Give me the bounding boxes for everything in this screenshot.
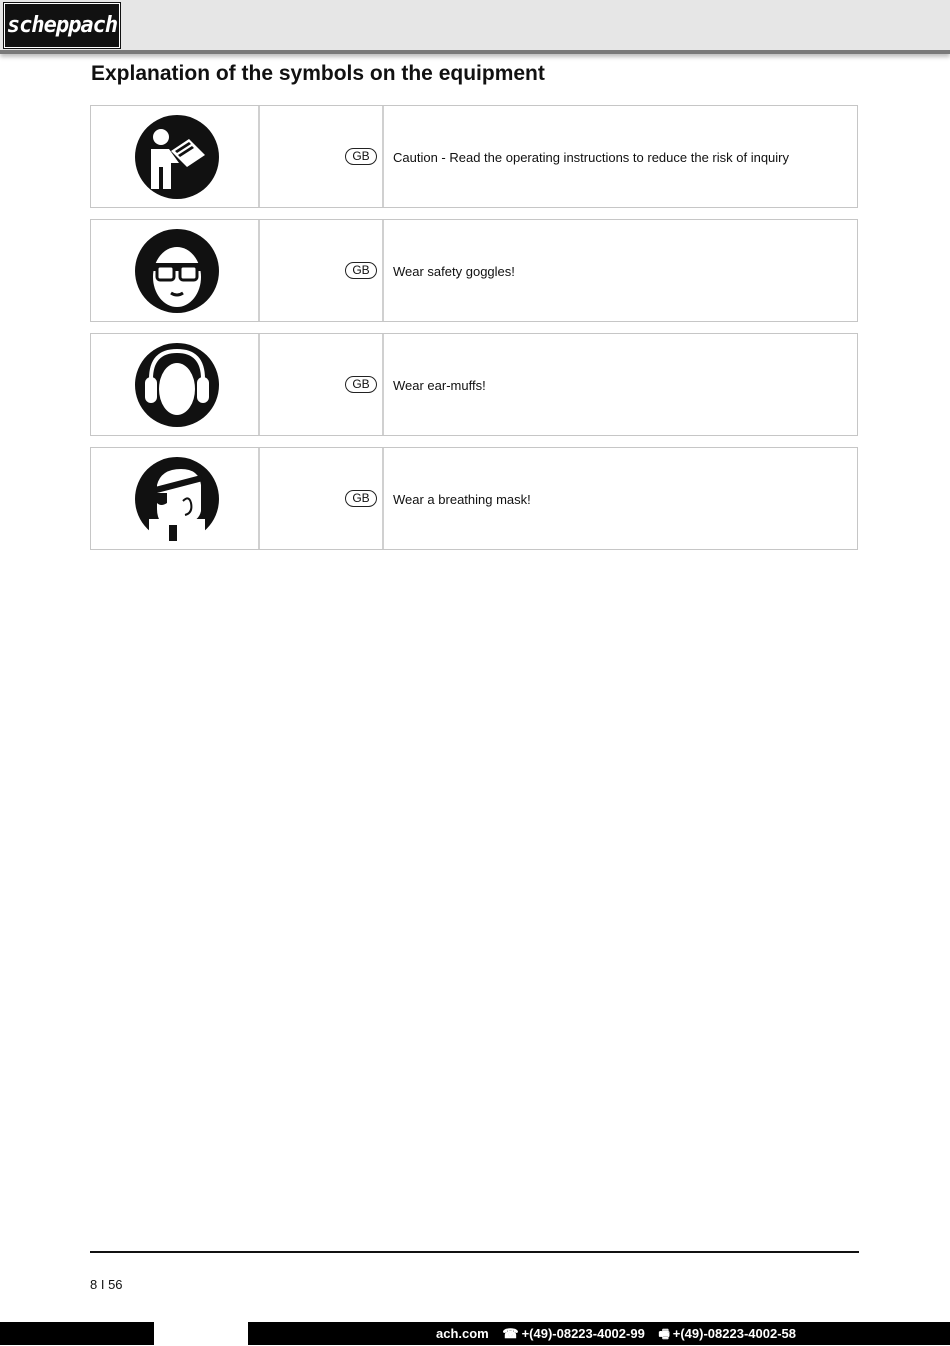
ear-muffs-icon <box>135 343 219 427</box>
page-header <box>0 0 950 54</box>
breathing-mask-icon <box>135 457 219 541</box>
fax-icon: 🖷 <box>658 1327 670 1341</box>
symbol-text-cell <box>384 448 857 549</box>
symbol-description: Wear ear-muffs! <box>393 378 486 393</box>
website-link[interactable]: ach.com <box>436 1326 489 1341</box>
contact-info <box>436 1325 806 1346</box>
symbol-row <box>90 105 858 208</box>
page-number: 8 I 56 <box>90 1277 123 1292</box>
symbol-row <box>90 333 858 436</box>
language-badge: GB <box>345 148 377 165</box>
read-manual-icon <box>135 115 219 199</box>
symbol-icon-cell <box>91 220 260 321</box>
symbol-row <box>90 447 858 550</box>
safety-goggles-icon <box>135 229 219 313</box>
symbol-text-cell <box>384 334 857 435</box>
phone-icon: ☎ <box>502 1326 519 1341</box>
symbol-icon-cell <box>91 448 260 549</box>
symbol-description: Wear a breathing mask! <box>393 492 531 507</box>
phone-number: +(49)-08223-4002-99 <box>521 1326 645 1341</box>
language-badge: GB <box>345 262 377 279</box>
page-title: Explanation of the symbols on the equipment <box>91 62 545 85</box>
bar-gap <box>154 1322 248 1345</box>
symbol-text-cell <box>384 106 857 207</box>
language-cell <box>260 448 384 549</box>
language-cell <box>260 334 384 435</box>
symbol-icon-cell <box>91 334 260 435</box>
scheppach-logo: scheppach <box>4 3 120 48</box>
contact-bar <box>0 1322 950 1345</box>
symbol-icon-cell <box>91 106 260 207</box>
language-badge: GB <box>345 490 377 507</box>
language-badge: GB <box>345 376 377 393</box>
symbol-text-cell <box>384 220 857 321</box>
symbol-description: Caution - Read the operating instructions to reduce the risk of inquiry <box>393 150 789 165</box>
language-cell <box>260 106 384 207</box>
language-cell <box>260 220 384 321</box>
footer-divider <box>90 1251 859 1253</box>
symbol-description: Wear safety goggles! <box>393 264 515 279</box>
symbol-row <box>90 219 858 322</box>
fax-number: +(49)-08223-4002-58 <box>672 1326 796 1341</box>
